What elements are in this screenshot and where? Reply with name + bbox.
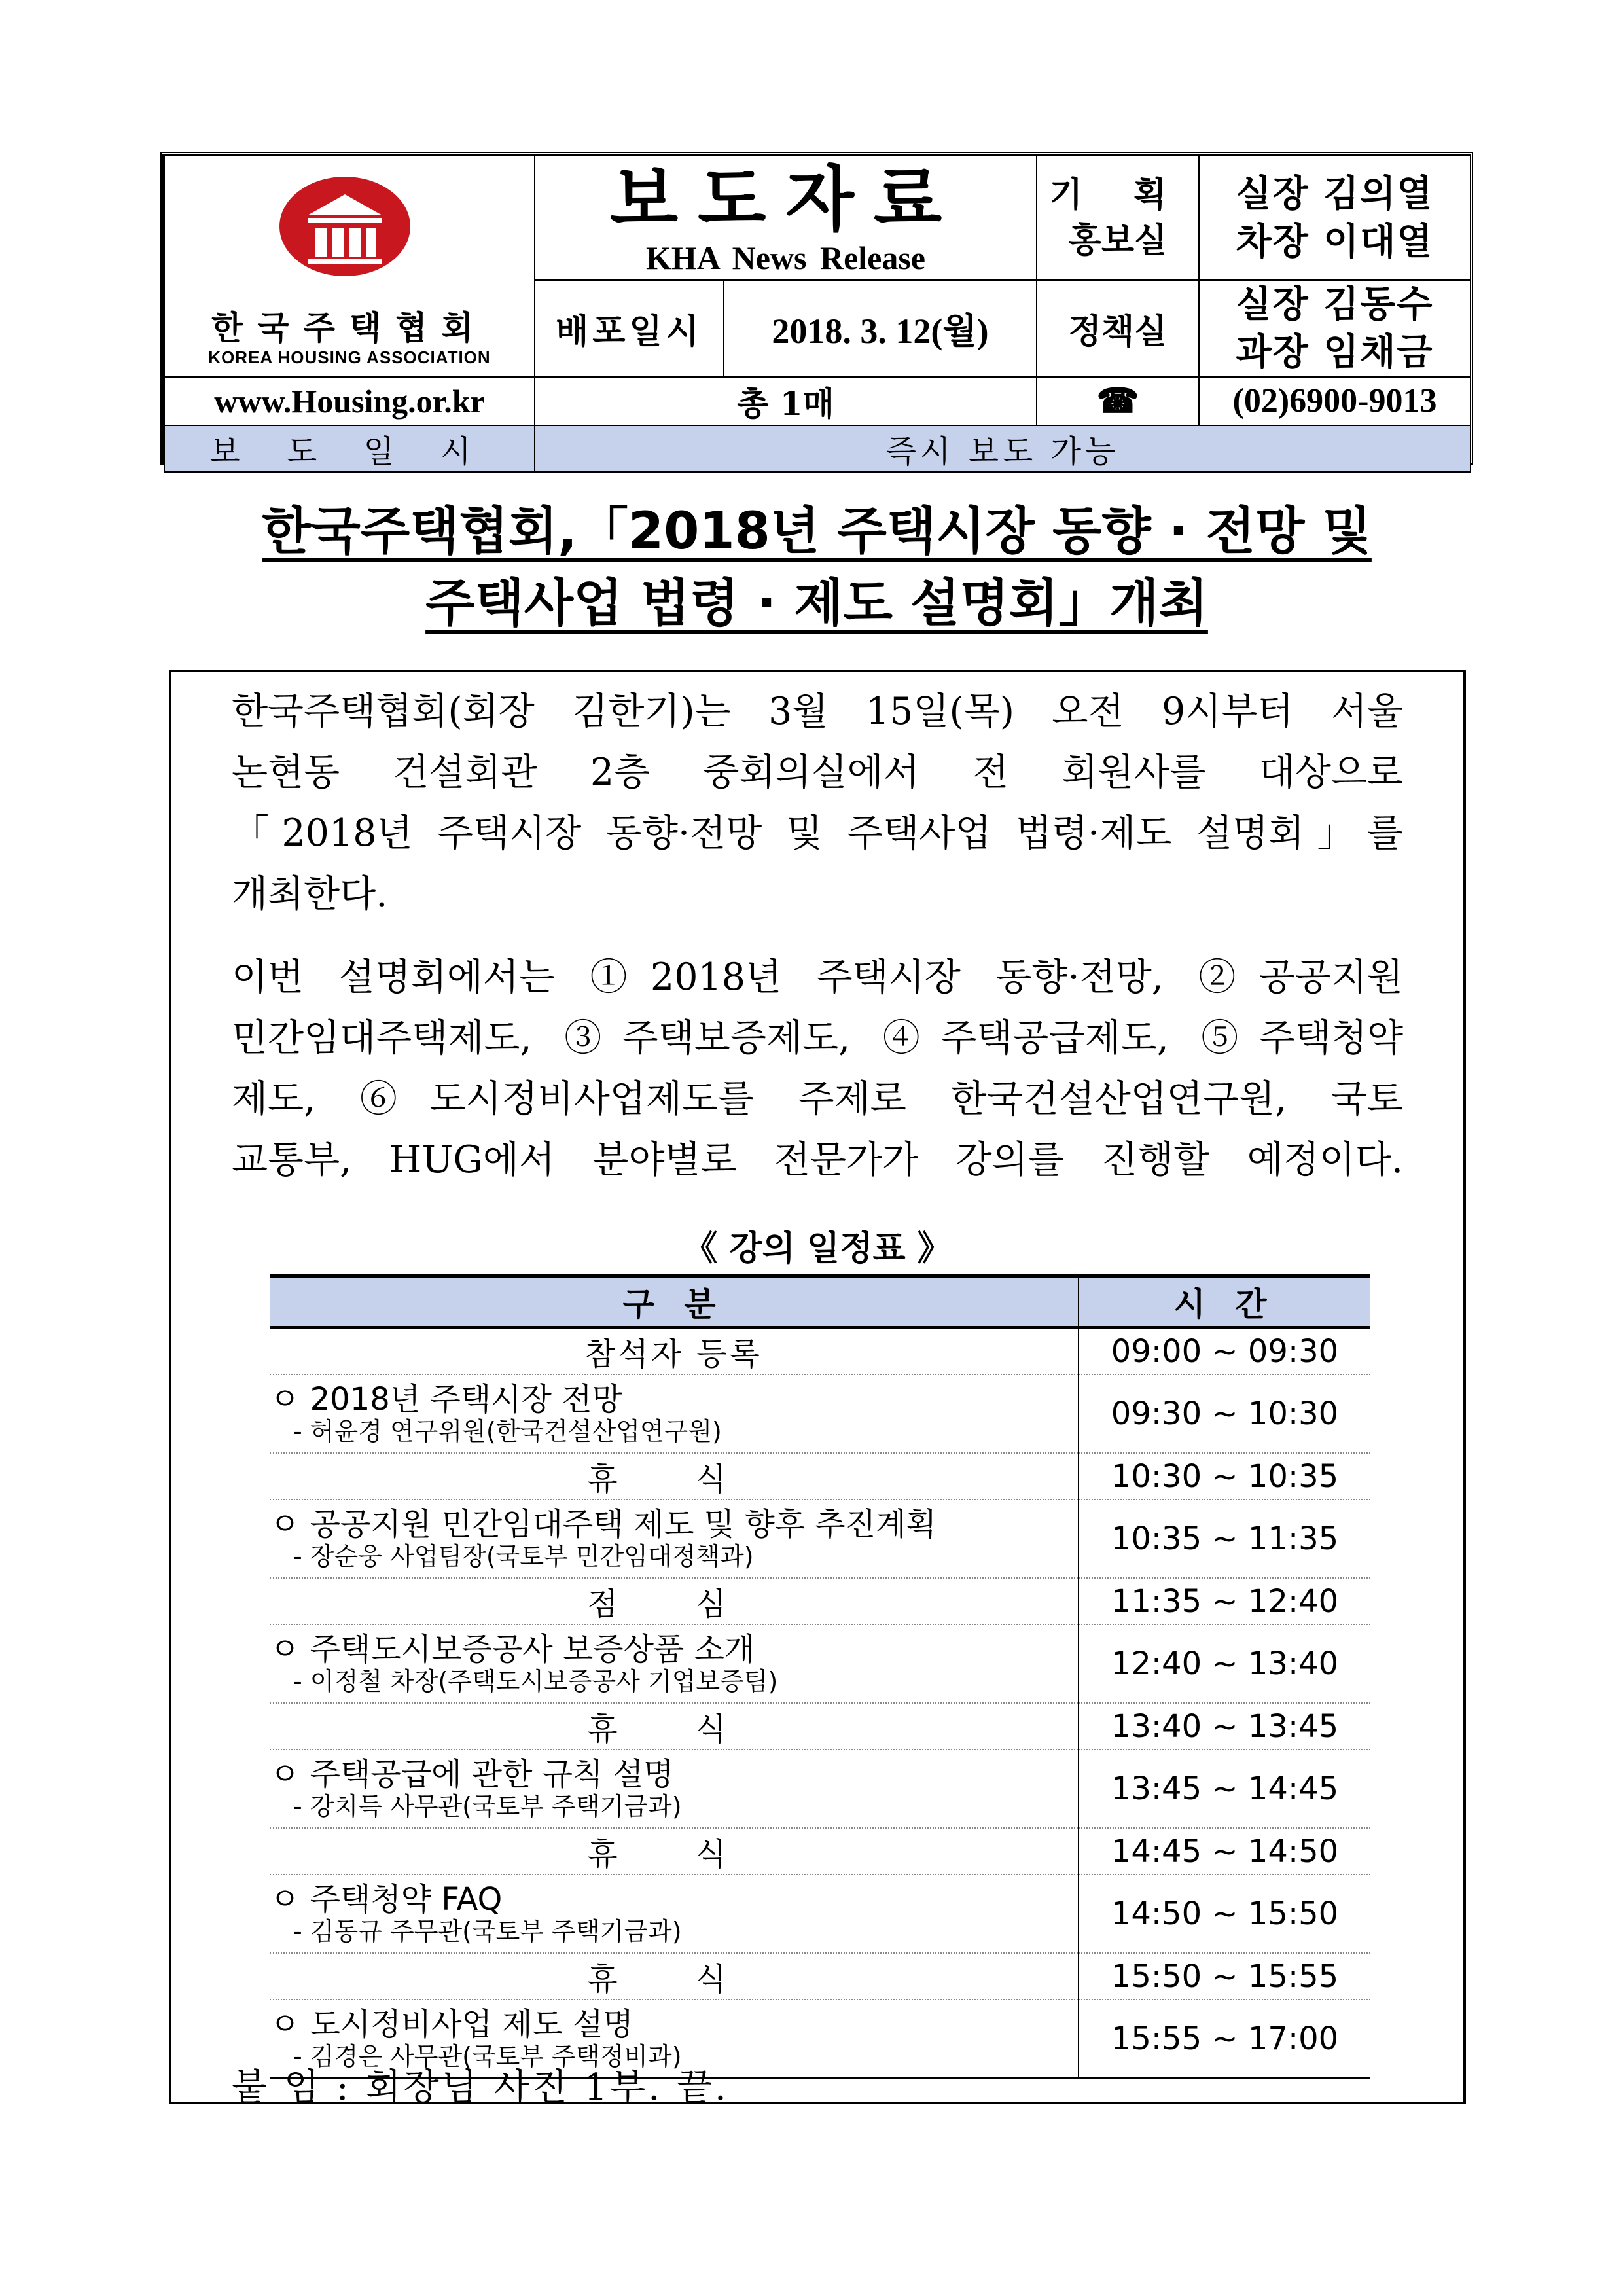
paragraph-line: 논현동 건설회관 2층 중회의실에서 전 회원사를 대상으로 xyxy=(232,751,1403,794)
paragraph-details xyxy=(232,947,1403,1191)
headline-line1 xyxy=(160,503,1473,562)
contact-planning-line1: 실장 김의열 xyxy=(1236,172,1434,216)
schedule-item xyxy=(270,1749,1079,1828)
schedule-item-speaker: - 김동규 주무관(국토부 주택기금과) xyxy=(293,1917,682,1946)
kha-logo-icon xyxy=(276,171,414,282)
contact-policy xyxy=(1199,280,1471,377)
contact-planning xyxy=(1199,156,1471,280)
schedule-item-title: ㅇ 2018년 주택시장 전망 xyxy=(270,1381,622,1418)
schedule-label: 휴 식 xyxy=(270,1953,1079,2000)
schedule-time: 09:30 ~ 10:30 xyxy=(1079,1374,1370,1453)
table-row xyxy=(270,1453,1370,1499)
schedule-item-title: ㅇ 주택청약 FAQ xyxy=(270,1881,503,1918)
phone-number: (02)6900-9013 xyxy=(1199,377,1471,425)
schedule-item-speaker: - 허윤경 연구위원(한국건설산업연구원) xyxy=(293,1417,722,1446)
headline-line1-text: 한국주택협회,「2018년 주택시장 동향 · 전망 및 xyxy=(262,502,1372,561)
body-box xyxy=(169,670,1466,2109)
schedule-item xyxy=(270,1624,1079,1703)
schedule-label: 점 심 xyxy=(270,1578,1079,1624)
schedule-time: 10:35 ~ 11:35 xyxy=(1079,1499,1370,1578)
department-planning-line1: 기 획 xyxy=(1049,174,1186,215)
paragraph-line: 이번 설명회에서는 ①2018년 주택시장 동향·전망, ②공공지원 xyxy=(232,956,1403,999)
schedule-time: 14:45 ~ 14:50 xyxy=(1079,1828,1370,1874)
phone-icon: ☎ xyxy=(1037,377,1199,425)
schedule-time: 15:50 ~ 15:55 xyxy=(1079,1953,1370,2000)
schedule-time: 12:40 ~ 13:40 xyxy=(1079,1624,1370,1703)
table-row xyxy=(270,1327,1370,1374)
embargo-label-text: 보 도 일 시 xyxy=(209,433,490,470)
table-row xyxy=(270,1874,1370,1953)
schedule-table xyxy=(270,1274,1370,2079)
org-name-english: KOREA HOUSING ASSOCIATION xyxy=(208,348,491,367)
press-release-header xyxy=(160,152,1473,470)
embargo-value-text: 즉시 보도 가능 xyxy=(885,433,1120,470)
schedule-time: 09:00 ~ 09:30 xyxy=(1079,1327,1370,1374)
release-date-label: 배포일시 xyxy=(535,280,724,377)
table-row xyxy=(270,1749,1370,1828)
org-name-korean: 한국주택협회 xyxy=(211,309,488,347)
schedule-item xyxy=(270,1374,1079,1453)
embargo-value xyxy=(535,425,1471,472)
schedule-time: 11:35 ~ 12:40 xyxy=(1079,1578,1370,1624)
website-link[interactable]: www.Housing.or.kr xyxy=(164,377,535,425)
schedule-time: 10:30 ~ 10:35 xyxy=(1079,1453,1370,1499)
contact-policy-line1: 실장 김동수 xyxy=(1236,283,1434,326)
schedule-item-title: ㅇ 주택도시보증공사 보증상품 소개 xyxy=(270,1631,755,1668)
schedule-header-category: 구 분 xyxy=(270,1276,1079,1328)
table-row xyxy=(270,1374,1370,1453)
schedule-item xyxy=(270,1874,1079,1953)
headline-line2 xyxy=(160,575,1473,634)
department-planning xyxy=(1037,156,1199,280)
schedule-time: 13:45 ~ 14:45 xyxy=(1079,1749,1370,1828)
schedule-time: 13:40 ~ 13:45 xyxy=(1079,1703,1370,1749)
table-row xyxy=(270,1499,1370,1578)
schedule-time: 14:50 ~ 15:50 xyxy=(1079,1874,1370,1953)
schedule-title: 《 강의 일정표 》 xyxy=(683,1229,952,1268)
schedule-label: 휴 식 xyxy=(270,1703,1079,1749)
schedule-item-speaker: - 이정철 차장(주택도시보증공사 기업보증팀) xyxy=(293,1667,778,1696)
table-row xyxy=(270,1703,1370,1749)
department-policy: 정책실 xyxy=(1037,280,1199,377)
contact-planning-line2: 차장 이대열 xyxy=(1236,220,1434,263)
page-count: 총 1매 xyxy=(535,377,1037,425)
logo-cell xyxy=(164,156,535,377)
paragraph-line: 민간임대주택제도, ③주택보증제도, ④주택공급제도, ⑤주택청약 xyxy=(232,1016,1403,1060)
press-release-title: 보도자료 xyxy=(609,158,962,241)
schedule-label: 휴 식 xyxy=(270,1453,1079,1499)
schedule-item-title: ㅇ 주택공급에 관한 규칙 설명 xyxy=(270,1756,674,1793)
paragraph-line: 교통부, HUG에서 분야별로 전문가가 강의를 진행할 예정이다. xyxy=(232,1138,1403,1181)
schedule-label: 참석자 등록 xyxy=(270,1327,1079,1374)
schedule-item-title: ㅇ 공공지원 민간임대주택 제도 및 향후 추진계획 xyxy=(270,1506,936,1543)
table-row xyxy=(270,1578,1370,1624)
schedule-item-speaker: - 김경은 사무관(국토부 주택정비과) xyxy=(293,2042,682,2071)
press-release-subtitle: KHA News Release xyxy=(645,240,926,276)
headline-line2-text: 주택사업 법령 · 제도 설명회」개최 xyxy=(425,574,1208,633)
schedule-time: 15:55 ~ 17:00 xyxy=(1079,2000,1370,2078)
schedule-item-speaker: - 강치득 사무관(국토부 주택기금과) xyxy=(293,1792,682,1821)
paragraph-line: 개최한다. xyxy=(232,872,388,916)
table-row xyxy=(270,1624,1370,1703)
schedule-item xyxy=(270,1499,1079,1578)
paragraph-line: 「2018년 주택시장 동향·전망 및 주택사업 법령·제도 설명회」를 xyxy=(232,812,1403,855)
release-date-value: 2018. 3. 12(월) xyxy=(724,280,1037,377)
department-planning-line2: 홍보실 xyxy=(1068,221,1168,260)
embargo-label xyxy=(164,425,535,472)
paragraph-line: 제도, ⑥도시정비사업제도를 주제로 한국건설산업연구원, 국토 xyxy=(232,1077,1403,1121)
table-row xyxy=(270,1953,1370,2000)
attachment-note: 붙 임 : 회장님 사진 1부. 끝. xyxy=(232,2066,729,2109)
schedule-item-title: ㅇ 도시정비사업 제도 설명 xyxy=(270,2006,633,2043)
schedule-label: 휴 식 xyxy=(270,1828,1079,1874)
paragraph-line: 한국주택협회(회장 김한기)는 3월 15일(목) 오전 9시부터 서울 xyxy=(232,690,1403,733)
schedule-header-time: 시 간 xyxy=(1079,1276,1370,1328)
schedule-item-speaker: - 장순웅 사업팀장(국토부 민간임대정책과) xyxy=(293,1542,754,1571)
contact-policy-line2: 과장 임채금 xyxy=(1236,330,1434,374)
paragraph-intro xyxy=(232,681,1403,925)
table-row xyxy=(270,1828,1370,1874)
title-cell xyxy=(535,156,1037,280)
